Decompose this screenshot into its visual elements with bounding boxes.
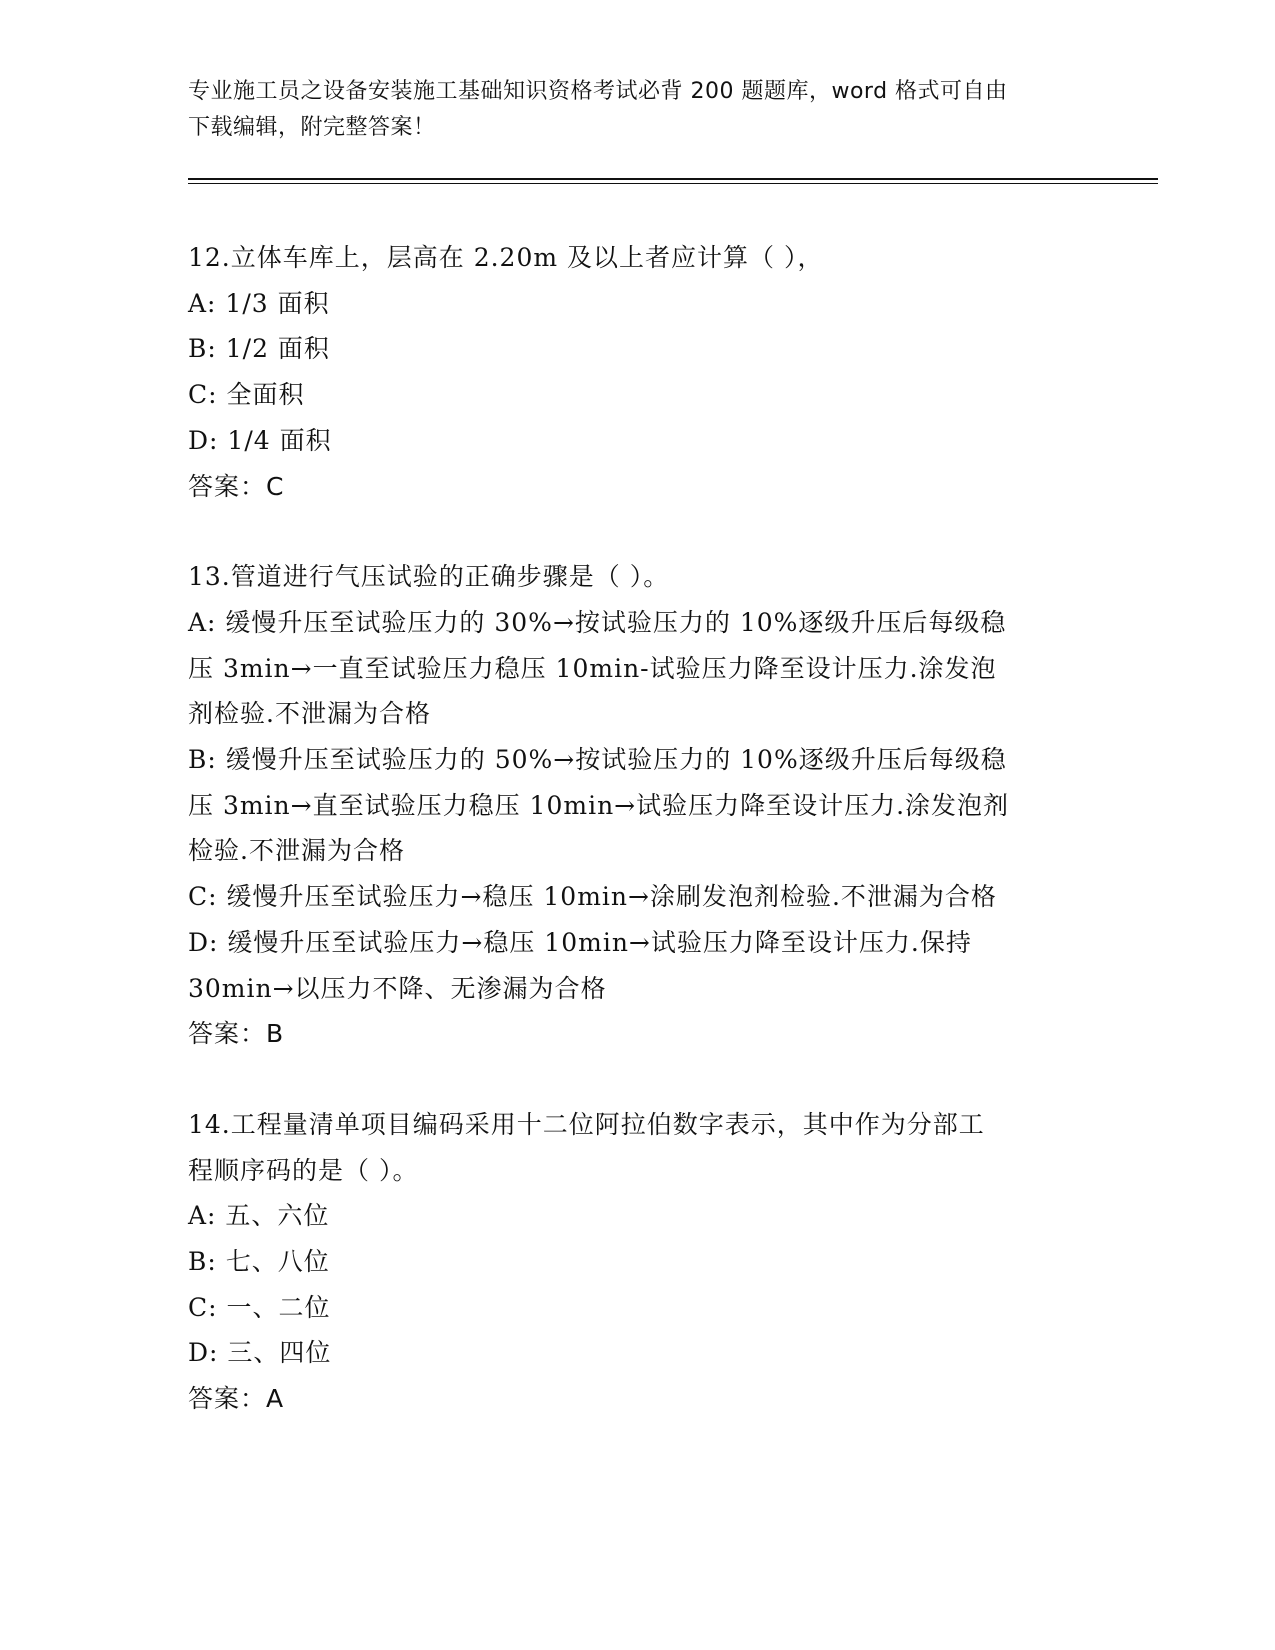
option-d-line-2: 30min→以压力不降、无渗漏为合格	[188, 973, 607, 1003]
option-c: C: 缓慢升压至试验压力→稳压 10min→涂刷发泡剂检验.不泄漏为合格	[188, 882, 997, 912]
question-spacer	[188, 509, 1088, 554]
header-line: 专业施工员之设备安装施工基础知识资格考试必背 200 题题库，word 格式可自由	[188, 79, 1008, 104]
answer-label: 答案：C	[188, 471, 285, 501]
option-d-line-1: D: 缓慢升压至试验压力→稳压 10min→试验压力降至设计压力.保持	[188, 927, 972, 957]
option-a-line-2: 压 3min→一直至试验压力稳压 10min-试验压力降至设计压力.涂发泡	[188, 653, 997, 683]
option-c: C: 一、二位	[188, 1292, 331, 1322]
header-line: 下载编辑，附完整答案！	[188, 115, 436, 140]
question-14	[188, 1102, 1088, 1422]
answer-label: 答案：A	[188, 1384, 285, 1414]
question-list	[188, 235, 1088, 1422]
option-a: A: 1/3 面积	[188, 288, 330, 318]
option-d: D: 1/4 面积	[188, 425, 332, 455]
option-b-line-3: 检验.不泄漏为合格	[188, 836, 405, 866]
option-a-line-3: 剂检验.不泄漏为合格	[188, 699, 431, 729]
option-b: B: 1/2 面积	[188, 334, 330, 364]
question-stem-line-2: 程顺序码的是（ ）。	[188, 1155, 419, 1185]
question-13	[188, 554, 1088, 1057]
answer-label: 答案：B	[188, 1019, 285, 1049]
question-12	[188, 235, 1088, 509]
option-a-line-1: A: 缓慢升压至试验压力的 30%→按试验压力的 10%逐级升压后每级稳	[188, 607, 1007, 637]
option-b-line-1: B: 缓慢升压至试验压力的 50%→按试验压力的 10%逐级升压后每级稳	[188, 745, 1007, 775]
header-divider-thin	[188, 183, 1158, 184]
document-header	[188, 74, 1088, 146]
header-divider-thick	[188, 178, 1158, 180]
option-d: D: 三、四位	[188, 1338, 332, 1368]
question-stem: 13.管道进行气压试验的正确步骤是（ ）。	[188, 562, 670, 592]
option-b-line-2: 压 3min→直至试验压力稳压 10min→试验压力降至设计压力.涂发泡剂	[188, 790, 1010, 820]
option-a: A: 五、六位	[188, 1201, 330, 1231]
question-stem: 12.立体车库上，层高在 2.20m 及以上者应计算（ ），	[188, 243, 824, 272]
question-spacer	[188, 1057, 1088, 1102]
option-b: B: 七、八位	[188, 1247, 330, 1277]
option-c: C: 全面积	[188, 380, 305, 410]
question-stem-line-1: 14.工程量清单项目编码采用十二位阿拉伯数字表示，其中作为分部工	[188, 1109, 985, 1139]
